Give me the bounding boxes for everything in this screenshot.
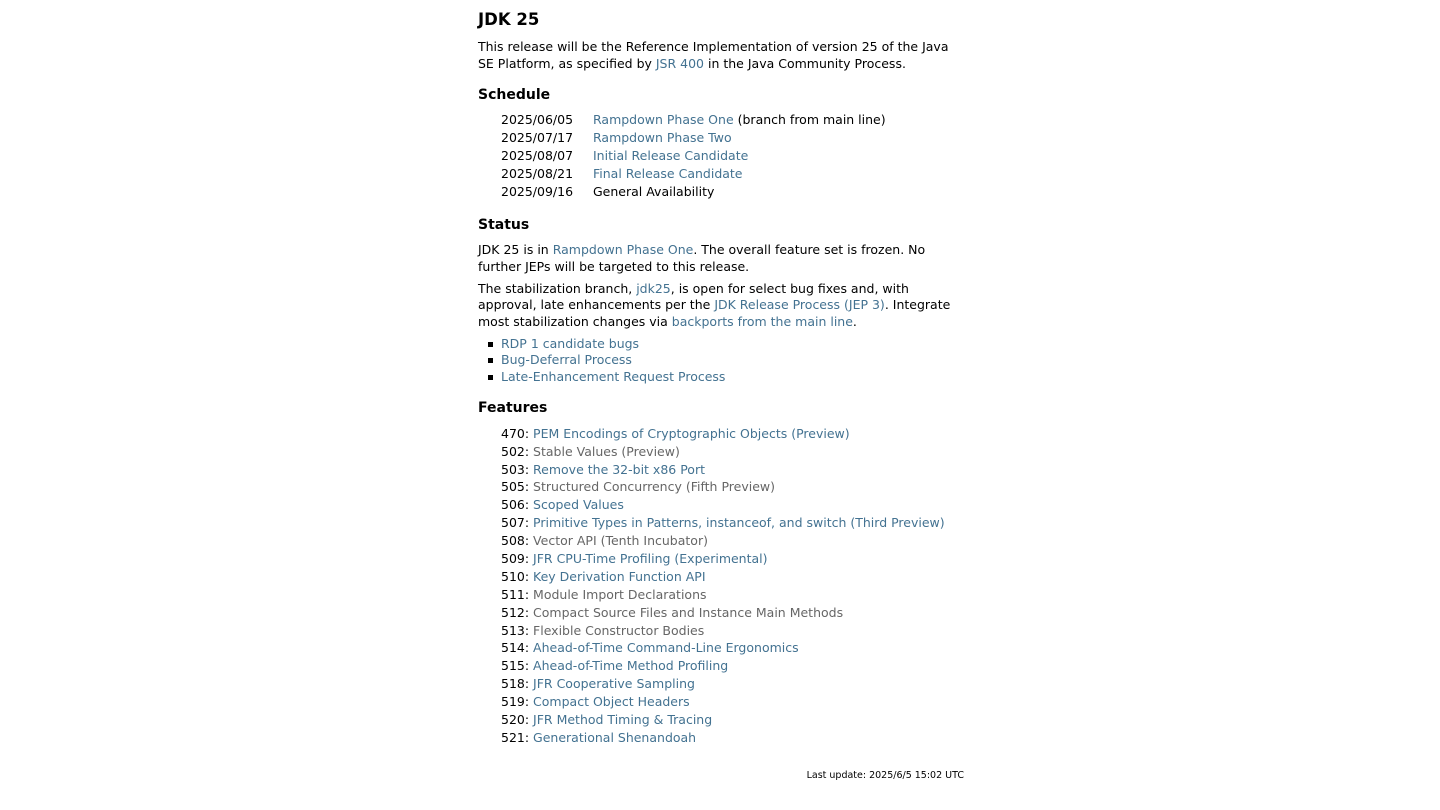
- feature-item: 512: Compact Source Files and Instance Main Methods: [501, 604, 844, 620]
- feature-item: 470: PEM Encodings of Cryptographic Objects (Preview): [501, 425, 850, 441]
- jep-link[interactable]: Scoped Values: [533, 497, 624, 513]
- jep-link[interactable]: Remove the 32-bit x86 Port: [533, 461, 705, 477]
- jep-link[interactable]: Key Derivation Function API: [533, 568, 706, 584]
- feature-item: 511: Module Import Declarations: [501, 586, 707, 602]
- stabilization-paragraph: [478, 281, 965, 330]
- feature-item: 503: Remove the 32-bit x86 Port: [501, 461, 705, 477]
- jep-number: 519: [501, 694, 525, 710]
- jep-link[interactable]: Primitive Types in Patterns, instanceof, and switch (Third Preview): [533, 515, 945, 531]
- schedule-row: [501, 166, 965, 184]
- schedule-date: 2025/06/05: [501, 112, 574, 128]
- jep-number: 508: [501, 533, 525, 549]
- jep-link[interactable]: JFR Cooperative Sampling: [533, 676, 695, 692]
- milestone-label: General Availability: [593, 184, 715, 200]
- text: The stabilization branch,: [478, 281, 637, 297]
- jep-number: 515: [501, 658, 525, 674]
- jep-link[interactable]: JFR CPU-Time Profiling (Experimental): [533, 551, 768, 566]
- jep-number: 514: [501, 640, 525, 656]
- schedule-date: 2025/07/17: [501, 130, 574, 146]
- jep-link[interactable]: Compact Object Headers: [533, 694, 690, 710]
- jep-number: 505: [501, 479, 525, 495]
- schedule-row: [501, 184, 965, 202]
- features-heading: Features: [478, 400, 548, 417]
- jep-link[interactable]: Generational Shenandoah: [533, 729, 697, 745]
- feature-item: 520: JFR Method Timing & Tracing: [501, 712, 713, 728]
- jep-link[interactable]: Ahead-of-Time Method Profiling: [533, 658, 729, 674]
- jep-number: 512: [501, 604, 525, 620]
- jep-number: 513: [501, 622, 525, 638]
- rdp1-bugs-link[interactable]: RDP 1 candidate bugs: [501, 335, 640, 351]
- jep-link[interactable]: JFR Method Timing & Tracing: [533, 712, 713, 728]
- jep-link[interactable]: PEM Encodings of Cryptographic Objects (Preview): [533, 425, 850, 441]
- schedule-heading: Schedule: [478, 86, 551, 103]
- backports-link[interactable]: backports from the main line: [671, 313, 853, 329]
- text: JDK 25 is in: [478, 242, 553, 258]
- milestone-link[interactable]: Initial Release Candidate: [593, 148, 749, 164]
- main-content: [478, 10, 965, 748]
- jep-number: 503: [501, 461, 525, 477]
- jep-number: 521: [501, 729, 525, 745]
- milestone: [593, 184, 714, 202]
- jep-link[interactable]: Ahead-of-Time Command-Line Ergonomics: [533, 640, 799, 656]
- feature-item: 508: Vector API (Tenth Incubator): [501, 533, 708, 549]
- feature-item: 502: Stable Values (Preview): [501, 443, 680, 459]
- feature-item: 513: Flexible Constructor Bodies: [501, 622, 705, 638]
- schedule-date: 2025/09/16: [501, 184, 574, 200]
- last-update: Last update: 2025/6/5 15:02 UTC: [806, 770, 964, 781]
- jsr-400-link[interactable]: JSR 400: [655, 55, 705, 71]
- feature-item: 509: JFR CPU-Time Profiling (Experimental): [501, 551, 768, 566]
- feature-item: 507: Primitive Types in Patterns, instanceof, and switch (Third Preview): [501, 515, 945, 531]
- text: , is open for select bug fixes and, with approval, late enhancements per the: [478, 281, 909, 313]
- page-title: JDK 25: [478, 10, 540, 29]
- jep-title: Structured Concurrency (Fifth Preview): [533, 479, 775, 495]
- schedule-table: [501, 112, 965, 202]
- jep-number: 518: [501, 676, 525, 692]
- bug-deferral-link[interactable]: Bug-Deferral Process: [501, 352, 632, 368]
- rampdown-link[interactable]: Rampdown Phase One: [552, 242, 694, 258]
- jep-title: Vector API (Tenth Incubator): [533, 533, 708, 549]
- status-heading: Status: [478, 217, 530, 234]
- feature-item: 514: Ahead-of-Time Command-Line Ergonomics: [501, 640, 799, 656]
- list-item: [501, 336, 965, 353]
- text: . Integrate most stabilization changes via: [478, 297, 951, 329]
- jep-number: 502: [501, 443, 525, 459]
- milestone-note: (branch from main line): [733, 112, 886, 128]
- schedule-row: [501, 112, 965, 130]
- jep-title: Stable Values (Preview): [533, 443, 680, 459]
- jep-title: Flexible Constructor Bodies: [533, 622, 705, 638]
- milestone: [593, 148, 748, 166]
- jep-title: Compact Source Files and Instance Main Methods: [533, 604, 844, 620]
- feature-item: 521: Generational Shenandoah: [501, 729, 697, 745]
- schedule-row: [501, 130, 965, 148]
- late-enhancement-link[interactable]: Late-Enhancement Request Process: [501, 368, 726, 384]
- status-paragraph: [478, 242, 965, 275]
- list-item: [501, 352, 965, 369]
- feature-item: 519: Compact Object Headers: [501, 694, 690, 710]
- text: . The overall feature set is frozen. No further JEPs will be targeted to this release.: [478, 242, 926, 274]
- milestone-link[interactable]: Rampdown Phase One: [593, 112, 734, 128]
- jep-number: 509: [501, 551, 525, 566]
- jep-title: Module Import Declarations: [533, 586, 707, 602]
- jep-number: 507: [501, 515, 525, 531]
- jep3-link[interactable]: JDK Release Process (JEP 3): [714, 297, 885, 313]
- intro: [478, 39, 965, 72]
- jep-number: 510: [501, 568, 525, 584]
- milestone-link[interactable]: Rampdown Phase Two: [593, 130, 732, 146]
- features-list: [501, 426, 965, 748]
- feature-item: 505: Structured Concurrency (Fifth Preview): [501, 479, 775, 495]
- list-item: [501, 369, 965, 386]
- milestone: [593, 112, 886, 130]
- schedule-row: [501, 148, 965, 166]
- milestone: [593, 130, 732, 148]
- schedule-date: 2025/08/21: [501, 166, 574, 182]
- milestone-link[interactable]: Final Release Candidate: [593, 166, 743, 182]
- intro-text: This release will be the Reference Implementation of version 25 of the Java SE Platform, as specified by: [478, 39, 949, 71]
- status-links: [501, 336, 965, 386]
- feature-item: 518: JFR Cooperative Sampling: [501, 676, 695, 692]
- feature-item: 506: Scoped Values: [501, 497, 624, 513]
- text: .: [852, 313, 857, 329]
- jep-number: 506: [501, 497, 525, 513]
- feature-item: 515: Ahead-of-Time Method Profiling: [501, 658, 729, 674]
- milestone: [593, 166, 743, 184]
- jep-number: 520: [501, 712, 525, 728]
- intro-text: in the Java Community Process.: [704, 55, 906, 71]
- jep-number: 511: [501, 586, 525, 602]
- schedule-date: 2025/08/07: [501, 148, 574, 164]
- jep-number: 470: [501, 425, 525, 441]
- feature-item: 510: Key Derivation Function API: [501, 568, 706, 584]
- jdk25-link[interactable]: jdk25: [636, 281, 671, 297]
